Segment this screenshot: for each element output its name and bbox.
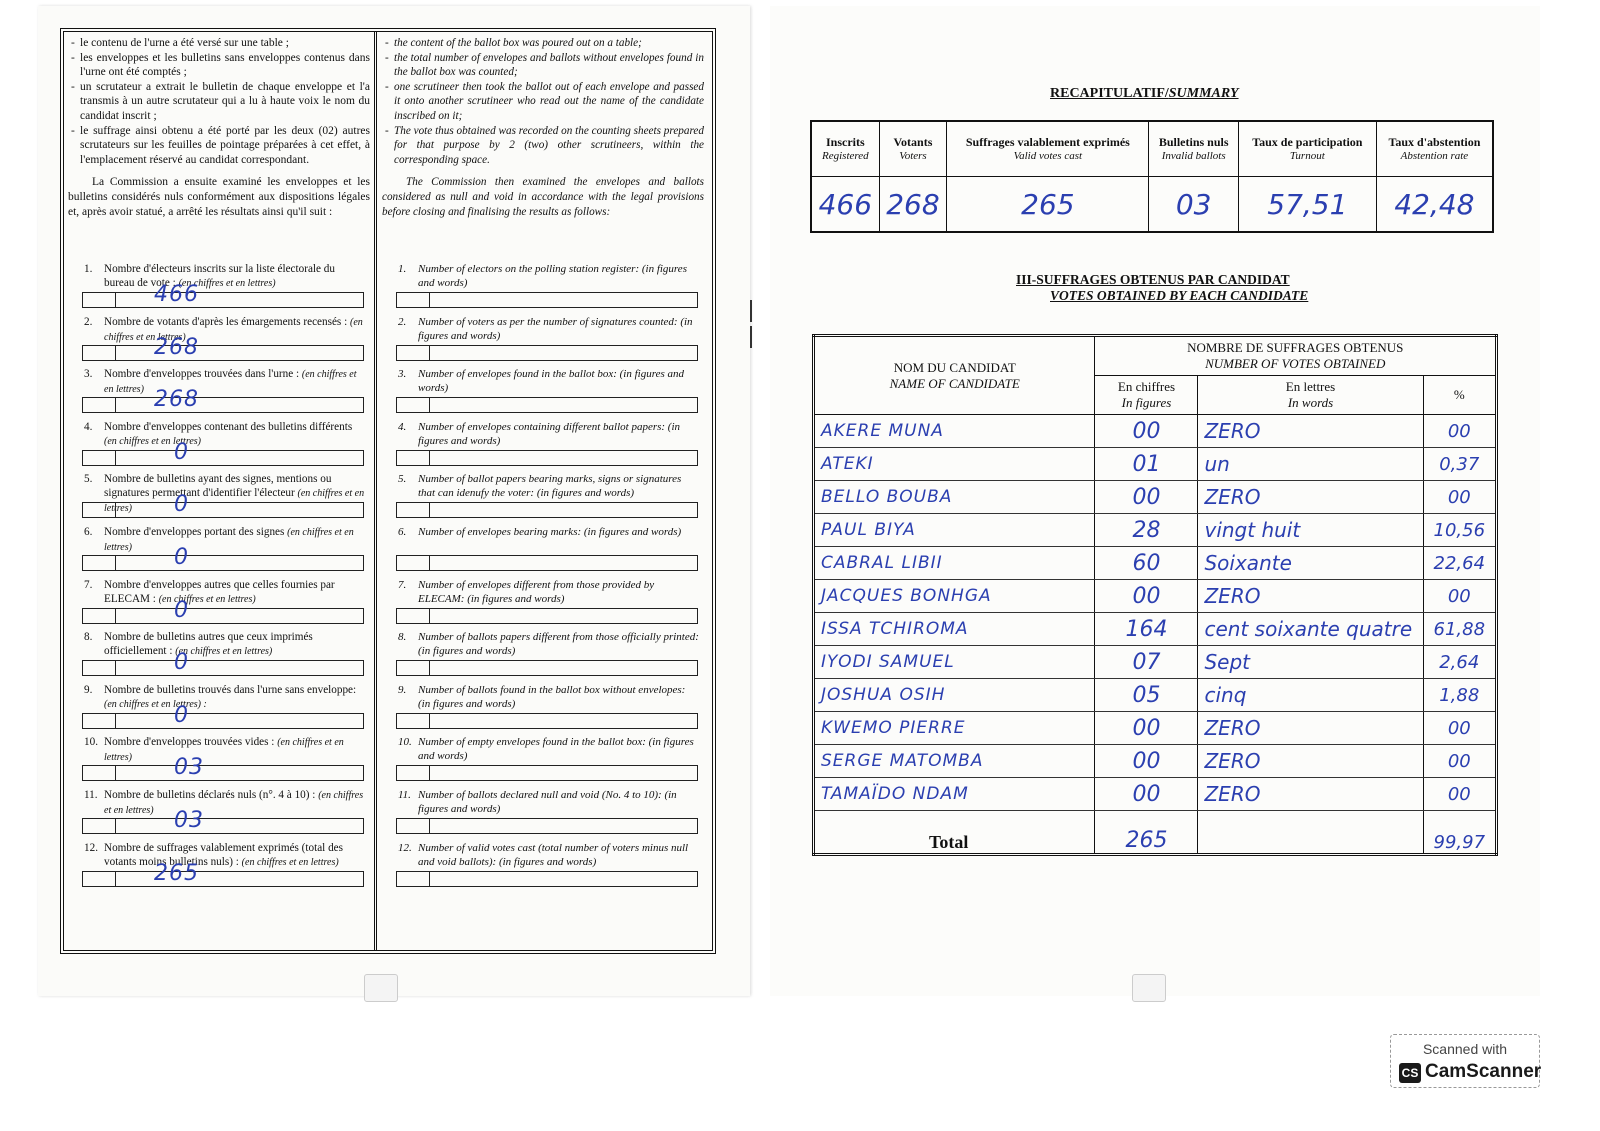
handwritten-value: 03 xyxy=(174,755,204,781)
candidate-name: ISSA TCHIROMA xyxy=(814,613,1095,646)
total-row xyxy=(814,811,1497,855)
answer-box xyxy=(396,397,698,413)
candidate-words: ZERO xyxy=(1198,745,1423,778)
form-item xyxy=(84,315,366,345)
item-text: Nombre d'électeurs inscrits sur la liste électorale du bureau de vote : (en chiffres et en lettres) xyxy=(104,263,335,289)
answer-box-divider xyxy=(115,872,116,886)
answer-box-divider xyxy=(429,293,430,307)
item-number: 8. xyxy=(398,631,407,644)
form-item xyxy=(84,630,366,659)
form-item xyxy=(398,683,700,711)
item-number: 12. xyxy=(84,841,98,854)
item-number: 11. xyxy=(398,789,411,801)
answer-box xyxy=(82,660,364,676)
answer-box-divider xyxy=(429,556,430,570)
intro-en-1: - the content of the ballot box was poured out on a table; xyxy=(394,36,704,51)
candidate-percent: 00 xyxy=(1423,745,1496,778)
form-item xyxy=(398,525,700,539)
answer-box-divider xyxy=(429,766,430,780)
candidate-words: ZERO xyxy=(1198,778,1423,811)
item-number: 10. xyxy=(84,736,98,749)
candidate-row xyxy=(814,778,1497,811)
candidate-words: Soixante xyxy=(1198,547,1423,580)
answer-box xyxy=(396,871,698,887)
candidate-percent: 1,88 xyxy=(1423,679,1496,712)
item-hint: (en chiffres et en lettres) xyxy=(104,737,344,764)
candidate-percent: 00 xyxy=(1423,580,1496,613)
candidate-percent: 10,56 xyxy=(1423,514,1496,547)
header-votes-fr: NOMBRE DE SUFFRAGES OBTENUS xyxy=(1187,340,1404,355)
summary-header-cell xyxy=(1238,121,1376,177)
summary-value-cell: 265 xyxy=(947,177,1149,233)
item-text: Nombre d'enveloppes trouvées dans l'urne : (en chiffres et en lettres) xyxy=(104,368,357,396)
summary-header-fr: Taux de participation xyxy=(1252,135,1363,149)
candidate-percent: 61,88 xyxy=(1423,613,1496,646)
candidate-row xyxy=(814,712,1497,745)
candidate-percent: 00 xyxy=(1423,481,1496,514)
candidate-words: cent soixante quatre xyxy=(1198,613,1423,646)
form-item xyxy=(398,262,700,290)
candidate-words: cinq xyxy=(1198,679,1423,712)
candidate-figures: 28 xyxy=(1095,514,1198,547)
candidate-row xyxy=(814,514,1497,547)
item-number: 10. xyxy=(398,736,412,749)
item-text: Nombre de bulletins trouvés dans l'urne sans enveloppe: (en chiffres et en lettres) : xyxy=(104,683,357,710)
handwritten-value: 03 xyxy=(174,808,204,833)
intro-fr-paragraph: La Commission a ensuite examiné les enveloppes et les bulletins considérés nuls conformément aux dispositions légales et, après avoir statué, a arrêté les résultats ainsi qu'il suit : xyxy=(68,176,370,218)
total-label: Total xyxy=(814,811,1095,855)
summary-header-fr: Bulletins nuls xyxy=(1158,135,1229,149)
answer-box xyxy=(82,871,364,887)
intro-en-3: - one scrutineer then took the ballot out of each envelope and passed it onto another scrutineer who read out the name of the candidate inscribed on it; xyxy=(394,80,704,124)
section-title xyxy=(1016,272,1308,304)
item-text: Number of empty envelopes found in the ballot box: (in figures and words) xyxy=(418,736,694,763)
item-text: Nombre de bulletins autres que ceux imprimés officiellement : (en chiffres et en lettres) xyxy=(104,631,313,658)
handwritten-value: 268 xyxy=(154,387,199,413)
answer-box xyxy=(82,345,364,361)
answer-box-divider xyxy=(429,503,430,517)
summary-value-cell: 57,51 xyxy=(1238,177,1376,233)
candidates-body xyxy=(814,415,1497,811)
summary-header-fr: Taux d'abstention xyxy=(1388,135,1481,149)
answer-box-divider xyxy=(115,293,116,307)
form-item xyxy=(84,683,366,712)
camscanner-logo-icon: CS xyxy=(1399,1063,1421,1083)
candidate-figures: 00 xyxy=(1095,712,1198,745)
candidate-row xyxy=(814,580,1497,613)
summary-header-en: Registered xyxy=(822,150,869,162)
answer-box-divider xyxy=(429,819,430,833)
form-item xyxy=(398,630,700,658)
item-number: 2. xyxy=(398,315,407,328)
answer-box xyxy=(82,555,364,571)
candidate-figures: 00 xyxy=(1095,481,1198,514)
header-figures-en: In figures xyxy=(1121,395,1172,410)
summary-header-en: Abstention rate xyxy=(1400,150,1469,162)
candidate-name: TAMAÏDO NDAM xyxy=(814,778,1095,811)
item-hint: (en chiffres et en lettres) xyxy=(104,527,354,553)
header-figures-fr: En chiffres xyxy=(1117,379,1176,394)
answer-box xyxy=(396,818,698,834)
summary-header-en: Turnout xyxy=(1289,150,1325,162)
candidate-words: ZERO xyxy=(1198,415,1423,448)
handwritten-value: 265 xyxy=(154,860,199,886)
answer-box xyxy=(396,660,698,676)
item-hint: (en chiffres et en lettres) xyxy=(104,488,365,515)
item-number: 7. xyxy=(84,578,93,591)
form-item xyxy=(84,262,366,291)
candidate-name: JOSHUA OSIH xyxy=(814,679,1095,712)
summary-header-cell xyxy=(879,121,947,177)
candidate-name: BELLO BOUBA xyxy=(814,481,1095,514)
answer-box xyxy=(82,818,364,834)
candidate-words: ZERO xyxy=(1198,712,1423,745)
answer-box xyxy=(396,608,698,624)
item-number: 5. xyxy=(84,473,93,486)
candidate-figures: 05 xyxy=(1095,679,1198,712)
form-item xyxy=(84,420,366,449)
candidate-row xyxy=(814,448,1497,481)
english-intro xyxy=(378,32,708,219)
intro-fr-4: - le suffrage ainsi obtenu a été porté par les deux (02) autres scrutateurs sur les feuilles de pointage préparées à cet effet, à l'emplacement réservé au candidat correspondant. xyxy=(80,124,370,168)
answer-box-divider xyxy=(115,451,116,465)
intro-fr-1: - le contenu de l'urne a été versé sur une table ; xyxy=(80,36,370,51)
candidate-row xyxy=(814,745,1497,778)
handwritten-value: 0 xyxy=(174,492,189,518)
form-item xyxy=(84,735,366,765)
form-item xyxy=(84,525,366,555)
item-text: Nombre de votants d'après les émargements recensés : (en chiffres et en lettres) xyxy=(104,315,363,343)
answer-box-divider xyxy=(429,661,430,675)
item-text: Nombre d'enveloppes trouvées vides : (en chiffres et en lettres) xyxy=(104,736,344,764)
answer-box xyxy=(82,608,364,624)
item-number: 6. xyxy=(84,526,93,538)
item-text: Nombre de bulletins ayant des signes, mentions ou signatures permettant d'identifier l'électeur (en chiffres et en lettres) xyxy=(104,473,365,515)
answer-box-divider xyxy=(115,661,116,675)
total-figures: 265 xyxy=(1095,811,1198,855)
item-number: 4. xyxy=(398,420,407,433)
candidate-percent: 0,37 xyxy=(1423,448,1496,481)
answer-box-divider xyxy=(429,714,430,728)
form-item xyxy=(398,367,700,395)
intro-en-4: - The vote thus obtained was recorded on the counting sheets prepared for that purpose by 2 (two) other scrutineers, within the corresponding space. xyxy=(394,124,704,168)
candidate-words: vingt huit xyxy=(1198,514,1423,547)
answer-box-divider xyxy=(115,398,116,412)
item-number: 7. xyxy=(398,578,407,591)
form-item xyxy=(398,420,700,448)
item-hint: (en chiffres et en lettres) xyxy=(175,646,273,658)
summary-title-en: SUMMARY xyxy=(1168,86,1239,101)
form-frame xyxy=(60,28,716,954)
form-item xyxy=(84,788,366,818)
handwritten-value: 0 xyxy=(174,439,189,465)
summary-title xyxy=(1050,86,1239,102)
summary-header-en: Voters xyxy=(899,150,927,162)
answer-box-divider xyxy=(115,609,116,623)
page-fold-mark xyxy=(364,974,398,1002)
intro-fr-3: - un scrutateur a extrait le bulletin de chaque enveloppe et l'a transmis à un autre scrutateur qui a lu à haute voix le nom du candidat inscrit ; xyxy=(80,80,370,124)
item-number: 1. xyxy=(84,263,93,275)
form-item xyxy=(398,841,700,869)
answer-box xyxy=(396,713,698,729)
item-text: Nombre d'enveloppes contenant des bulletins différents (en chiffres et en lettres) xyxy=(104,420,353,447)
total-percent: 99,97 xyxy=(1423,811,1496,855)
item-number: 6. xyxy=(398,526,407,538)
item-hint: (en chiffres et en lettres) : xyxy=(104,698,207,710)
answer-box-divider xyxy=(429,609,430,623)
form-item xyxy=(398,315,700,343)
header-figures xyxy=(1095,376,1198,415)
right-page xyxy=(770,6,1540,996)
candidates-table xyxy=(812,334,1498,856)
candidate-row xyxy=(814,415,1497,448)
summary-header-cell xyxy=(947,121,1149,177)
item-text: Number of ballots found in the ballot box without envelopes: (in figures and words) xyxy=(418,683,686,710)
candidate-percent: 00 xyxy=(1423,712,1496,745)
candidate-name: JACQUES BONHGA xyxy=(814,580,1095,613)
answer-box xyxy=(82,713,364,729)
item-text: Number of envelopes bearing marks: (in figures and words) xyxy=(418,526,682,538)
candidate-figures: 164 xyxy=(1095,613,1198,646)
item-hint: (en chiffres et en lettres) xyxy=(241,856,339,868)
header-name-en: NAME OF CANDIDATE xyxy=(889,375,1020,391)
answer-box xyxy=(396,502,698,518)
summary-header-row xyxy=(811,121,1493,177)
candidate-name: ATEKI xyxy=(814,448,1095,481)
intro-fr-2: - les enveloppes et les bulletins sans enveloppes contenus dans l'urne ont été comptés ; xyxy=(80,51,370,80)
candidate-figures: 01 xyxy=(1095,448,1198,481)
item-number: 3. xyxy=(398,368,407,381)
item-text: Number of ballots declared null and void (No. 4 to 10): (in figures and words) xyxy=(418,789,677,815)
answer-box-divider xyxy=(429,451,430,465)
item-number: 9. xyxy=(84,683,93,696)
candidate-figures: 00 xyxy=(1095,745,1198,778)
answer-box xyxy=(82,765,364,781)
answer-box-divider xyxy=(115,714,116,728)
item-hint: (en chiffres et en lettres) xyxy=(104,316,363,343)
candidate-percent: 00 xyxy=(1423,415,1496,448)
header-percent: % xyxy=(1423,376,1496,415)
summary-header-cell xyxy=(1149,121,1238,177)
candidate-words: ZERO xyxy=(1198,580,1423,613)
item-hint: (en chiffres et en lettres) xyxy=(104,435,202,447)
item-number: 5. xyxy=(398,473,407,486)
candidates-header-row-1 xyxy=(814,336,1497,376)
camscanner-line1: Scanned with xyxy=(1422,1041,1508,1057)
form-item xyxy=(84,367,366,397)
item-text: Nombre de suffrages valablement exprimés (total des votants moins bulletins nuls) : (en chiffres et en lettres) xyxy=(104,841,344,868)
header-words-fr: En lettres xyxy=(1285,379,1336,394)
header-words xyxy=(1198,376,1423,415)
summary-table xyxy=(810,120,1494,233)
summary-title-fr: RECAPITULATIF/ xyxy=(1050,86,1169,101)
item-text: Number of electors on the polling station register: (in figures and words) xyxy=(418,263,687,289)
summary-header-en: Valid votes cast xyxy=(1013,150,1083,162)
answer-box xyxy=(396,555,698,571)
summary-header-cell xyxy=(811,121,879,177)
item-text: Number of valid votes cast (total number of voters minus null and void ballots): (in figures and words) xyxy=(418,841,689,868)
header-words-en: In words xyxy=(1287,395,1334,410)
item-number: 11. xyxy=(84,789,98,801)
form-item xyxy=(398,472,700,500)
handwritten-value: 0 xyxy=(174,597,189,623)
answer-box xyxy=(396,345,698,361)
item-text: Number of envelopes containing different ballot papers: (in figures and words) xyxy=(418,420,681,447)
intro-en-paragraph: The Commission then examined the envelopes and ballots considered as null and void in accordance with the legal provisions before closing and finalising the results as follows: xyxy=(382,176,704,218)
summary-value-cell: 268 xyxy=(879,177,947,233)
candidate-figures: 07 xyxy=(1095,646,1198,679)
candidate-row xyxy=(814,481,1497,514)
answer-box-divider xyxy=(115,503,116,517)
section-title-en: VOTES OBTAINED BY EACH CANDIDATE xyxy=(1050,288,1309,303)
english-column xyxy=(378,32,708,950)
answer-box xyxy=(396,292,698,308)
summary-header-fr: Votants xyxy=(893,135,933,149)
form-item xyxy=(398,578,700,606)
item-hint: (en chiffres et en lettres) xyxy=(104,790,364,816)
handwritten-value: 0 xyxy=(174,650,189,676)
item-text: Number of ballots papers different from those officially printed: (in figures and words) xyxy=(418,631,699,658)
answer-box xyxy=(82,292,364,308)
candidate-name: IYODI SAMUEL xyxy=(814,646,1095,679)
item-number: 9. xyxy=(398,683,407,696)
handwritten-value: 268 xyxy=(154,334,199,360)
header-votes xyxy=(1095,336,1497,376)
summary-header-en: Invalid ballots xyxy=(1161,150,1226,162)
item-text: Nombre de bulletins déclarés nuls (n°. 4 à 10) : (en chiffres et en lettres) xyxy=(104,789,364,816)
candidate-name: KWEMO PIERRE xyxy=(814,712,1095,745)
candidate-row xyxy=(814,679,1497,712)
answer-box-divider xyxy=(115,556,116,570)
item-number: 12. xyxy=(398,841,412,854)
answer-box xyxy=(82,502,364,518)
candidate-name: SERGE MATOMBA xyxy=(814,745,1095,778)
header-name-fr: NOM DU CANDIDAT xyxy=(893,359,1016,375)
item-text: Number of envelopes found in the ballot box: (in figures and words) xyxy=(418,368,684,395)
answer-box-divider xyxy=(429,398,430,412)
candidate-words: ZERO xyxy=(1198,481,1423,514)
candidate-figures: 00 xyxy=(1095,580,1198,613)
answer-box xyxy=(82,450,364,466)
answer-box-divider xyxy=(115,819,116,833)
candidate-name: CABRAL LIBII xyxy=(814,547,1095,580)
handwritten-value: 466 xyxy=(154,282,199,307)
item-number: 8. xyxy=(84,631,93,644)
candidate-row xyxy=(814,613,1497,646)
summary-value-cell: 466 xyxy=(811,177,879,233)
form-item xyxy=(398,735,700,763)
item-number: 4. xyxy=(84,420,93,433)
candidate-row xyxy=(814,547,1497,580)
binding-mark xyxy=(750,326,752,348)
candidate-percent: 00 xyxy=(1423,778,1496,811)
item-text: Nombre d'enveloppes autres que celles fournies par ELECAM : (en chiffres et en lettres) xyxy=(104,578,335,605)
camscanner-line2: CamScanner xyxy=(1425,1061,1542,1082)
answer-box-divider xyxy=(115,346,116,360)
candidate-percent: 22,64 xyxy=(1423,547,1496,580)
handwritten-value: 0 xyxy=(174,702,189,728)
answer-box xyxy=(82,397,364,413)
item-text: Number of envelopes different from those provided by ELECAM: (in figures and words) xyxy=(418,578,655,605)
item-text: Number of ballot papers bearing marks, signs or signatures that can idenufy the voter: (in figures and words) xyxy=(418,473,682,500)
item-text: Nombre d'enveloppes portant des signes (en chiffres et en lettres) xyxy=(104,526,354,553)
candidate-words: un xyxy=(1198,448,1423,481)
item-hint: (en chiffres et en lettres) xyxy=(158,593,256,605)
candidate-figures: 60 xyxy=(1095,547,1198,580)
candidate-name: PAUL BIYA xyxy=(814,514,1095,547)
item-number: 2. xyxy=(84,315,93,328)
answer-box xyxy=(396,450,698,466)
header-votes-en: NUMBER OF VOTES OBTAINED xyxy=(1205,356,1386,371)
camscanner-watermark xyxy=(1390,1034,1540,1088)
summary-header-cell xyxy=(1376,121,1493,177)
header-candidate-name xyxy=(814,336,1095,415)
candidate-name: AKERE MUNA xyxy=(814,415,1095,448)
french-column xyxy=(64,32,377,950)
french-intro xyxy=(64,32,374,219)
item-text: Number of voters as per the number of signatures counted: (in figures and words) xyxy=(418,315,693,342)
summary-header-fr: Inscrits xyxy=(825,135,865,149)
item-hint: (en chiffres et en lettres) xyxy=(104,369,357,396)
item-number: 1. xyxy=(398,263,407,275)
candidate-figures: 00 xyxy=(1095,415,1198,448)
summary-values-row xyxy=(811,177,1493,233)
form-item xyxy=(84,578,366,607)
summary-value-cell: 42,48 xyxy=(1376,177,1493,233)
answer-box-divider xyxy=(429,872,430,886)
form-item xyxy=(398,788,700,816)
total-words xyxy=(1198,811,1423,855)
summary-header-fr: Suffrages valablement exprimés xyxy=(965,135,1130,149)
item-hint: (en chiffres et en lettres) xyxy=(178,278,276,289)
candidate-words: Sept xyxy=(1198,646,1423,679)
item-number: 3. xyxy=(84,368,93,381)
answer-box-divider xyxy=(429,346,430,360)
section-title-fr: III-SUFFRAGES OBTENUS PAR CANDIDAT xyxy=(1016,272,1290,287)
answer-box-divider xyxy=(115,766,116,780)
handwritten-value: 0 xyxy=(174,545,189,570)
page-fold-mark xyxy=(1132,974,1166,1002)
binding-mark xyxy=(750,300,752,322)
candidate-percent: 2,64 xyxy=(1423,646,1496,679)
left-page xyxy=(38,6,750,996)
answer-box xyxy=(396,765,698,781)
summary-value-cell: 03 xyxy=(1149,177,1238,233)
candidate-row xyxy=(814,646,1497,679)
intro-en-2: - the total number of envelopes and ballots without envelopes found in the ballot box was counted; xyxy=(394,51,704,80)
candidate-figures: 00 xyxy=(1095,778,1198,811)
form-item xyxy=(84,841,366,870)
